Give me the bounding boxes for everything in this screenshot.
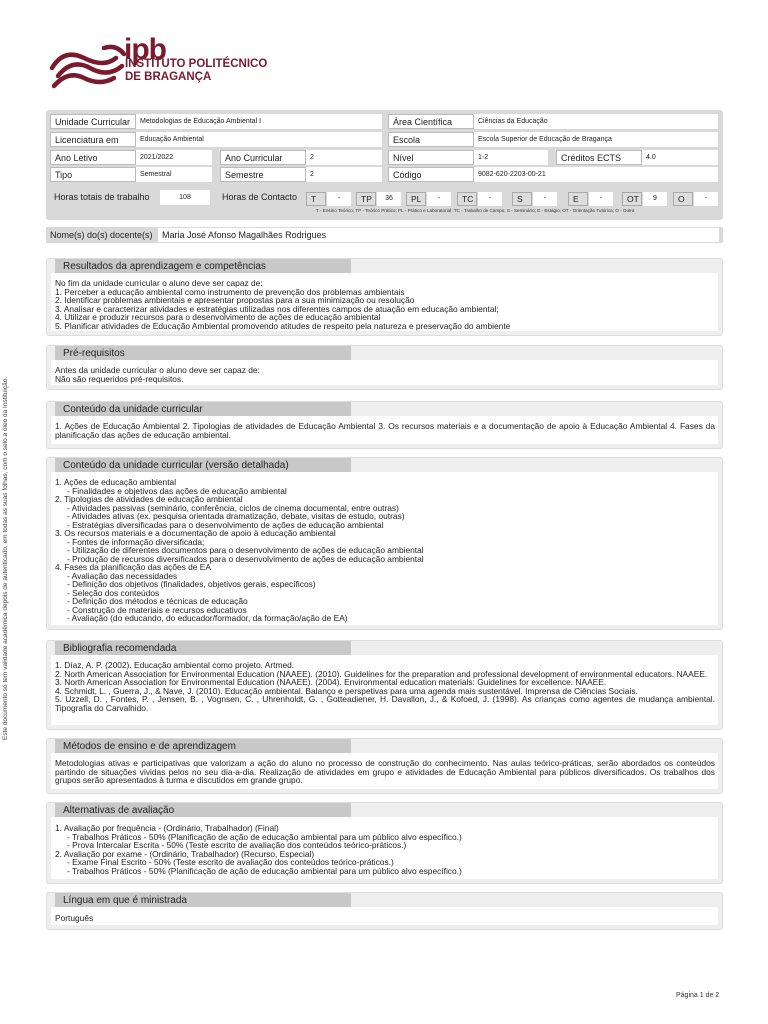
page-number: Página 1 de 2	[676, 992, 720, 999]
section-bibliografia	[46, 640, 723, 730]
text-line: - Fontes de informação diversificada;	[67, 536, 205, 547]
contacto-code-pl: PL	[406, 192, 426, 206]
section-title: Bibliografia recomendada	[55, 641, 351, 656]
ano-letivo-value: 2021/2022	[136, 150, 212, 165]
contacto-value-o: -	[694, 192, 718, 206]
section-title: Conteúdo da unidade curricular	[55, 402, 351, 417]
text-line: - Exame Final Escrito - 50% (Teste escrito de avaliação dos conteúdos teórico-práticos.)	[67, 857, 394, 867]
section-title: Pré-requisitos	[55, 346, 351, 361]
logo-line-1: INSTITUTO POLITÉCNICO	[125, 58, 268, 70]
section-body: 1. Ações de Educação Ambiental 2. Tipologias de atividades de Educação Ambiental 3. Os recursos materiais e a documentação de apoio à Educação Ambiental 4. Fases da planificação das ações de educação ambiental.	[51, 416, 718, 444]
contacto-value-ot: 9	[643, 192, 667, 206]
teacher-row	[46, 227, 723, 243]
unidade-value: Metodologias de Educação Ambiental I	[136, 114, 382, 129]
text-line: - Atividades ativas (ex. pesquisa orientada dramatização, debate, visitas de estudo, outras)	[67, 511, 405, 521]
contacto-code-e: E	[568, 192, 588, 206]
nivel-label: Nível	[388, 150, 474, 165]
text-line: 4. Utilizar e produzir recursos para o desenvolvimento de ações de educação ambiental	[55, 312, 381, 322]
licenciatura-value: Educação Ambiental	[136, 132, 382, 147]
escola-value: Escola Superior de Educação de Bragança	[474, 132, 718, 147]
codigo-value: 9082-620-2203-00-21	[474, 167, 718, 182]
text-line: - Definição dos objetivos (finalidades, objetivos gerais, específicos)	[67, 579, 316, 589]
text-line: 1. Ações de educação ambiental	[55, 477, 177, 487]
text-line: 3. Analisar e caracterizar atividades e estratégias utilizadas nos diferentes campos de atuação em educação ambiental;	[55, 303, 499, 314]
section-metodos	[46, 738, 723, 794]
section-avaliacao	[46, 802, 723, 884]
horas-totais-value: 108	[160, 190, 210, 205]
contacto-code-tc: TC	[457, 192, 477, 206]
text-line: - Trabalhos Práticos - 50% (Planificação de ação de educação ambiental para um público alvo específico.)	[67, 831, 462, 842]
tipo-label: Tipo	[50, 167, 136, 182]
contacto-value-pl: -	[427, 192, 451, 206]
ects-label: Créditos ECTS	[556, 150, 642, 165]
teacher-label: Nome(s) do(s) docente(s)	[46, 227, 156, 243]
teacher-value: Maria José Afonso Magalhães Rodrigues	[158, 228, 719, 242]
semestre-value: 2	[306, 167, 382, 182]
contacto-value-s: -	[533, 192, 557, 206]
text-line: - Atividades passivas (seminário, conferência, ciclos de cinema documental, entre outras)	[67, 502, 399, 513]
text-line: - Estratégias diversificadas para o desenvolvimento de ações de educação ambiental	[67, 519, 384, 530]
tipo-value: Semestral	[136, 167, 212, 182]
text-line: - Seleção dos conteúdos	[67, 587, 160, 598]
text-line: 1. Avaliação por frequência - (Ordinário, Trabalhador) (Final)	[55, 823, 279, 833]
contacto-code-tp: TP	[356, 192, 376, 206]
text-line: Não são requeridos pré-requisitos.	[55, 373, 184, 384]
text-line: 3. Os recursos materiais e a documentação de apoio à educação ambiental	[55, 528, 336, 538]
codigo-label: Código	[388, 167, 474, 182]
text-line: 2. Identificar problemas ambientais e apresentar propostas para a sua minimização ou resolução	[55, 295, 415, 305]
section-body: Português	[51, 907, 718, 925]
logo-line-2: DE BRAGANÇA	[125, 71, 212, 83]
text-line: - Construção de materiais e recursos educativos	[67, 604, 247, 615]
section-title: Conteúdo da unidade curricular (versão detalhada)	[55, 458, 351, 473]
contacto-code-ot: OT	[622, 192, 642, 206]
ano-curricular-label: Ano Curricular	[220, 150, 306, 165]
contacto-value-tp: 36	[377, 192, 401, 206]
contacto-code-s: S	[512, 192, 532, 206]
text-line: - Trabalhos Práticos - 50% (Planificação de ação de educação ambiental para um público alvo específico.)	[67, 865, 462, 876]
text-line: 2. North American Association for Environmental Education (NAAEE). (2010). Guidelines for the preparation and professional development of environmental educators. NAAEE.	[55, 668, 708, 679]
semestre-label: Semestre	[220, 167, 306, 182]
text-line: 5. Uzzell, D. , Fontes, P. , Jensen, B. , Vognsen, C. , Uhrenholdt, G. , Gotteadiener, H. Davallon, J., & Kofoed, J. (1998). As crianças como agentes de mudança ambiental. Tipografia do Carvalhido.	[55, 694, 715, 713]
text-line: - Avaliação das necessidades	[67, 570, 178, 581]
ects-value: 4.0	[642, 150, 718, 165]
text-line: 2. Tipologias de atividades de educação ambiental	[55, 494, 243, 504]
text-line: - Utilização de diferentes documentos para o desenvolvimento de ações de educação ambiental	[67, 545, 424, 555]
section-body	[51, 472, 718, 625]
licenciatura-label: Licenciatura em	[50, 132, 136, 147]
text-line: No fim da unidade curricular o aluno deve ser capaz de:	[55, 278, 263, 288]
section-body	[51, 655, 718, 725]
text-line: - Prova Intercalar Escrita - 50% (Teste escrito de avaliação dos conteúdos teórico-práticos.)	[67, 840, 407, 850]
course-info-box	[46, 110, 723, 220]
text-line: - Produção de recursos diversificados para o desenvolvimento de ações de educação ambiental	[67, 553, 424, 564]
contacto-code-o: O	[673, 192, 693, 206]
section-prerequisitos	[46, 345, 723, 390]
section-resultados	[46, 258, 723, 336]
area-value: Ciências da Educação	[474, 114, 718, 129]
text-line: 4. Fases da planificação das ações de EA	[55, 562, 211, 572]
section-conteudo	[46, 401, 723, 449]
ano-curricular-value: 2	[306, 150, 382, 165]
escola-label: Escola	[388, 132, 474, 147]
horas-contacto-label: Horas de Contacto	[218, 190, 304, 205]
contact-hours-legend: T - Ensino Teórico; TP - Teórico Prático; PL - Prático e Laboratorial; TC - Trabalho de Campo; S - Seminário; E - Estágio; OT - Orientação Tutórica; O - Outra	[316, 208, 635, 213]
contacto-value-tc: -	[478, 192, 502, 206]
logo-name	[125, 58, 267, 84]
text-line: 3. North American Association for Environmental Education (NAAEE). (2004). Environmental education materials: Guidelines for excellence. NAAEE.	[55, 677, 607, 687]
unidade-label: Unidade Curricular	[50, 114, 136, 129]
section-title: Resultados da aprendizagem e competências	[55, 259, 351, 274]
side-note: Este documento só tem validade acadêmica depois de autenticado, em todas as suas folhas, com o selo a óleo da Instituição.	[2, 376, 9, 740]
text-line: 2. Avaliação por exame - (Ordinário, Trabalhador) (Recurso, Especial)	[55, 848, 315, 859]
section-conteudo-detalhado	[46, 457, 723, 630]
section-body	[51, 817, 718, 879]
text-line: - Definição dos métodos e técnicas de educação	[67, 596, 248, 606]
contacto-value-e: -	[589, 192, 613, 206]
horas-totais-label: Horas totais de trabalho	[50, 190, 160, 205]
section-title: Métodos de ensino e de aprendizagem	[55, 739, 351, 754]
area-label: Área Científica	[388, 114, 474, 129]
text-line: 5. Planificar atividades de Educação Ambiental promovendo atitudes de respeito pela natureza e preservação do ambiente	[55, 320, 511, 331]
section-body	[51, 360, 718, 385]
section-lingua	[46, 892, 723, 930]
text-line: 1. Perceber a educação ambiental como instrumento de prevenção dos problemas ambientais	[55, 286, 405, 297]
contacto-value-t: -	[327, 192, 351, 206]
section-body	[51, 273, 718, 331]
section-title: Língua em que é ministrada	[55, 893, 351, 908]
text-line: - Finalidades e objetivos das ações de educação ambiental	[67, 485, 287, 496]
section-body: Metodologias ativas e participativas que valorizam a ação do aluno no processo de construção do conhecimento. Nas aulas teórico-práticas, serão abordados os conteúdos partindo de situações vividas pelos no seu dia-a-dia. Realização de atividades em grupo e atividades de Educação Ambiental para públicos diversificados. Os trabalhos dos grupos serão apresentados à turma e discutidos em grande grupo.	[51, 753, 718, 789]
text-line: - Avaliação (do educando, do educador/formador, da formação/ação de EA)	[67, 613, 348, 623]
text-line: 4. Schmidt, L. , Guerra, J., & Nave, J. (2010). Educação ambiental. Balanço e perspetivas para uma agenda mais sustentável. Imprensa de Ciências Sociais.	[55, 685, 638, 696]
ano-letivo-label: Ano Letivo	[50, 150, 136, 165]
text-line: 1. Díaz, A. P. (2002). Educação ambiental como projeto. Artmed.	[55, 660, 295, 670]
text-line: Antes da unidade curricular o aluno deve ser capaz de:	[55, 365, 260, 375]
section-title: Alternativas de avaliação	[55, 803, 351, 818]
logo-abbr: ipb	[124, 33, 166, 66]
nivel-value: 1-2	[474, 150, 548, 165]
contacto-code-t: T	[306, 192, 326, 206]
